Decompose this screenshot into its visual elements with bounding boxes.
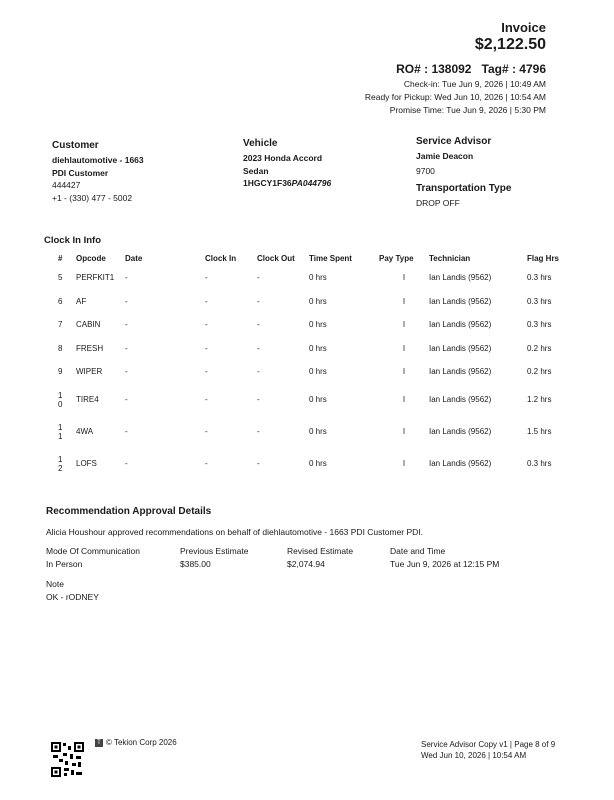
- customer-name-line1: diehlautomotive - 1663: [52, 155, 144, 165]
- vehicle-block: [243, 138, 331, 190]
- table-row: [58, 337, 567, 361]
- row-clock-out: -: [257, 296, 260, 306]
- row-clock-in: -: [205, 320, 208, 330]
- ro-number: 138092: [431, 62, 472, 76]
- row-flag-hrs: 0.3 hrs: [527, 459, 552, 468]
- table-row: [58, 384, 567, 416]
- recommendation-title: Recommendation Approval Details: [46, 506, 212, 517]
- row-pay-type: I: [402, 296, 406, 306]
- row-opcode: TIRE4: [76, 395, 99, 404]
- vin-prefix: 1HGCY1F36: [243, 178, 292, 188]
- row-opcode: FRESH: [76, 343, 104, 353]
- row-clock-out: -: [257, 273, 260, 283]
- clock-in-title: Clock In Info: [44, 235, 101, 246]
- row-num: 8: [58, 343, 63, 353]
- prev-estimate-cell: [180, 545, 287, 571]
- footer-right: [421, 739, 555, 761]
- note-value: OK - rODNEY: [46, 591, 99, 602]
- row-clock-out: -: [257, 459, 260, 468]
- ready-time: Ready for Pickup: Wed Jun 10, 2026 | 10:54 AM: [364, 92, 546, 102]
- row-flag-hrs: 1.2 hrs: [527, 395, 552, 404]
- vehicle-model: 2023 Honda Accord: [243, 153, 323, 163]
- col-header-opcode: Opcode: [76, 253, 106, 263]
- tag-label: Tag# :: [481, 62, 516, 76]
- recommendation-grid: [46, 545, 540, 571]
- row-technician: Ian Landis (9562): [429, 343, 492, 353]
- revised-estimate-value: $2,074.94: [287, 559, 325, 569]
- row-num: 1 0: [58, 390, 63, 409]
- copyright-line: [95, 737, 177, 748]
- row-flag-hrs: 0.3 hrs: [527, 296, 552, 306]
- row-num: 5: [58, 273, 63, 283]
- row-clock-out: -: [257, 427, 260, 436]
- table-row: [58, 360, 567, 384]
- row-opcode: 4WA: [76, 427, 94, 436]
- customer-phone: +1 - (330) 477 - 5002: [52, 192, 133, 203]
- mode-value: In Person: [46, 559, 83, 569]
- row-clock-in: -: [205, 459, 208, 468]
- row-opcode: LOFS: [76, 459, 97, 468]
- vehicle-title: Vehicle: [243, 138, 278, 149]
- row-technician: Ian Landis (9562): [429, 273, 492, 283]
- row-clock-out: -: [257, 367, 260, 377]
- row-date: -: [125, 459, 128, 468]
- table-row: [58, 313, 567, 337]
- clock-in-header-row: [58, 250, 567, 266]
- row-num: 1 2: [58, 454, 63, 473]
- table-row: [58, 266, 567, 290]
- datetime-value: Tue Jun 9, 2026 at 12:15 PM: [390, 559, 500, 569]
- service-advisor-id: 9700: [416, 165, 435, 176]
- row-pay-type: I: [402, 367, 406, 377]
- ro-label: RO# :: [396, 62, 429, 76]
- col-header-technician: Technician: [429, 253, 471, 263]
- row-flag-hrs: 0.3 hrs: [527, 273, 552, 283]
- row-technician: Ian Landis (9562): [429, 395, 492, 404]
- row-opcode: AF: [76, 296, 87, 306]
- transportation-title: Transportation Type: [416, 183, 512, 194]
- row-clock-in: -: [205, 367, 208, 377]
- row-date: -: [125, 427, 128, 436]
- row-clock-in: -: [205, 427, 208, 436]
- ro-tag-line: [396, 62, 546, 76]
- vehicle-body: Sedan: [243, 165, 269, 176]
- row-date: -: [125, 296, 128, 306]
- row-clock-in: -: [205, 395, 208, 404]
- row-pay-type: I: [402, 343, 406, 353]
- transportation-block: [416, 183, 511, 210]
- qr-code-icon: [50, 741, 85, 778]
- row-clock-in: -: [205, 273, 208, 283]
- row-technician: Ian Landis (9562): [429, 459, 492, 468]
- row-num: 6: [58, 296, 63, 306]
- row-flag-hrs: 1.5 hrs: [527, 427, 552, 436]
- table-row: [58, 290, 567, 314]
- mode-label: Mode Of Communication: [46, 546, 141, 556]
- row-time-spent: 0 hrs: [309, 395, 327, 404]
- row-clock-out: -: [257, 395, 260, 404]
- row-pay-type: I: [402, 459, 406, 468]
- row-pay-type: I: [402, 273, 406, 283]
- revised-estimate-cell: [287, 545, 390, 571]
- note-block: [46, 578, 99, 603]
- prev-estimate-value: $385.00: [180, 559, 211, 569]
- document-type: Invoice: [501, 20, 546, 35]
- row-time-spent: 0 hrs: [309, 427, 327, 436]
- row-opcode: PERFKIT1: [76, 273, 115, 283]
- table-row: [58, 416, 567, 448]
- checkin-time: Check-in: Tue Jun 9, 2026 | 10:49 AM: [403, 79, 546, 89]
- row-clock-out: -: [257, 343, 260, 353]
- row-num: 1 1: [58, 422, 63, 441]
- note-label: Note: [46, 579, 64, 589]
- table-row: [58, 448, 567, 480]
- row-time-spent: 0 hrs: [309, 296, 327, 306]
- col-header-time-spent: Time Spent: [309, 253, 352, 263]
- row-clock-in: -: [205, 296, 208, 306]
- dates-block: [365, 78, 546, 117]
- row-time-spent: 0 hrs: [309, 343, 327, 353]
- row-flag-hrs: 0.2 hrs: [527, 367, 552, 377]
- row-clock-out: -: [257, 320, 260, 330]
- col-header-num: #: [58, 253, 63, 263]
- service-advisor-title: Service Advisor: [416, 136, 492, 147]
- row-date: -: [125, 273, 128, 283]
- row-time-spent: 0 hrs: [309, 367, 327, 377]
- service-advisor-block: [416, 136, 491, 177]
- row-date: -: [125, 343, 128, 353]
- copyright-text: © Tekion Corp 2026: [106, 738, 177, 747]
- row-flag-hrs: 0.2 hrs: [527, 343, 552, 353]
- row-time-spent: 0 hrs: [309, 459, 327, 468]
- row-time-spent: 0 hrs: [309, 320, 327, 330]
- row-opcode: WIPER: [76, 367, 103, 377]
- row-pay-type: I: [402, 320, 406, 330]
- row-pay-type: I: [402, 395, 406, 404]
- col-header-clock-in: Clock In: [205, 253, 237, 263]
- revised-estimate-label: Revised Estimate: [287, 546, 354, 556]
- prev-estimate-label: Previous Estimate: [180, 546, 249, 556]
- row-clock-in: -: [205, 343, 208, 353]
- copy-info: Service Advisor Copy v1 | Page 8 of 9: [421, 740, 556, 749]
- row-date: -: [125, 395, 128, 404]
- row-num: 7: [58, 320, 63, 330]
- row-pay-type: I: [402, 427, 406, 436]
- tekion-logo-icon: T: [95, 739, 103, 747]
- customer-title: Customer: [52, 140, 99, 151]
- customer-name-line2: PDI Customer: [52, 167, 109, 178]
- col-header-date: Date: [125, 253, 143, 263]
- col-header-clock-out: Clock Out: [257, 253, 295, 263]
- row-date: -: [125, 367, 128, 377]
- recommendation-statement: Alicia Houshour approved recommendations on behalf of diehlautomotive - 1663 PDI Customer PDI.: [46, 527, 424, 537]
- row-technician: Ian Landis (9562): [429, 367, 492, 377]
- row-num: 9: [58, 367, 63, 377]
- row-date: -: [125, 320, 128, 330]
- tag-number: 4796: [519, 62, 546, 76]
- row-technician: Ian Landis (9562): [429, 296, 492, 306]
- datetime-label: Date and Time: [390, 546, 446, 556]
- transportation-value: DROP OFF: [416, 198, 460, 208]
- vin-suffix: PA044796: [291, 178, 332, 188]
- printed-time: Wed Jun 10, 2026 | 10:54 AM: [421, 751, 527, 760]
- row-flag-hrs: 0.3 hrs: [527, 320, 552, 330]
- row-technician: Ian Landis (9562): [429, 320, 492, 330]
- row-time-spent: 0 hrs: [309, 273, 327, 283]
- col-header-pay-type: Pay Type: [379, 253, 414, 263]
- mode-cell: [46, 545, 180, 571]
- invoice-total: $2,122.50: [474, 36, 546, 53]
- clock-in-table: [58, 250, 567, 480]
- row-technician: Ian Landis (9562): [429, 427, 492, 436]
- col-header-flag-hrs: Flag Hrs: [527, 253, 560, 263]
- row-opcode: CABIN: [76, 320, 101, 330]
- customer-block: [52, 140, 144, 204]
- customer-id: 444427: [52, 180, 81, 190]
- vehicle-vin: [243, 177, 331, 190]
- service-advisor-name: Jamie Deacon: [416, 151, 474, 161]
- datetime-cell: [390, 545, 540, 571]
- promise-time: Promise Time: Tue Jun 9, 2026 | 5:30 PM: [389, 105, 546, 115]
